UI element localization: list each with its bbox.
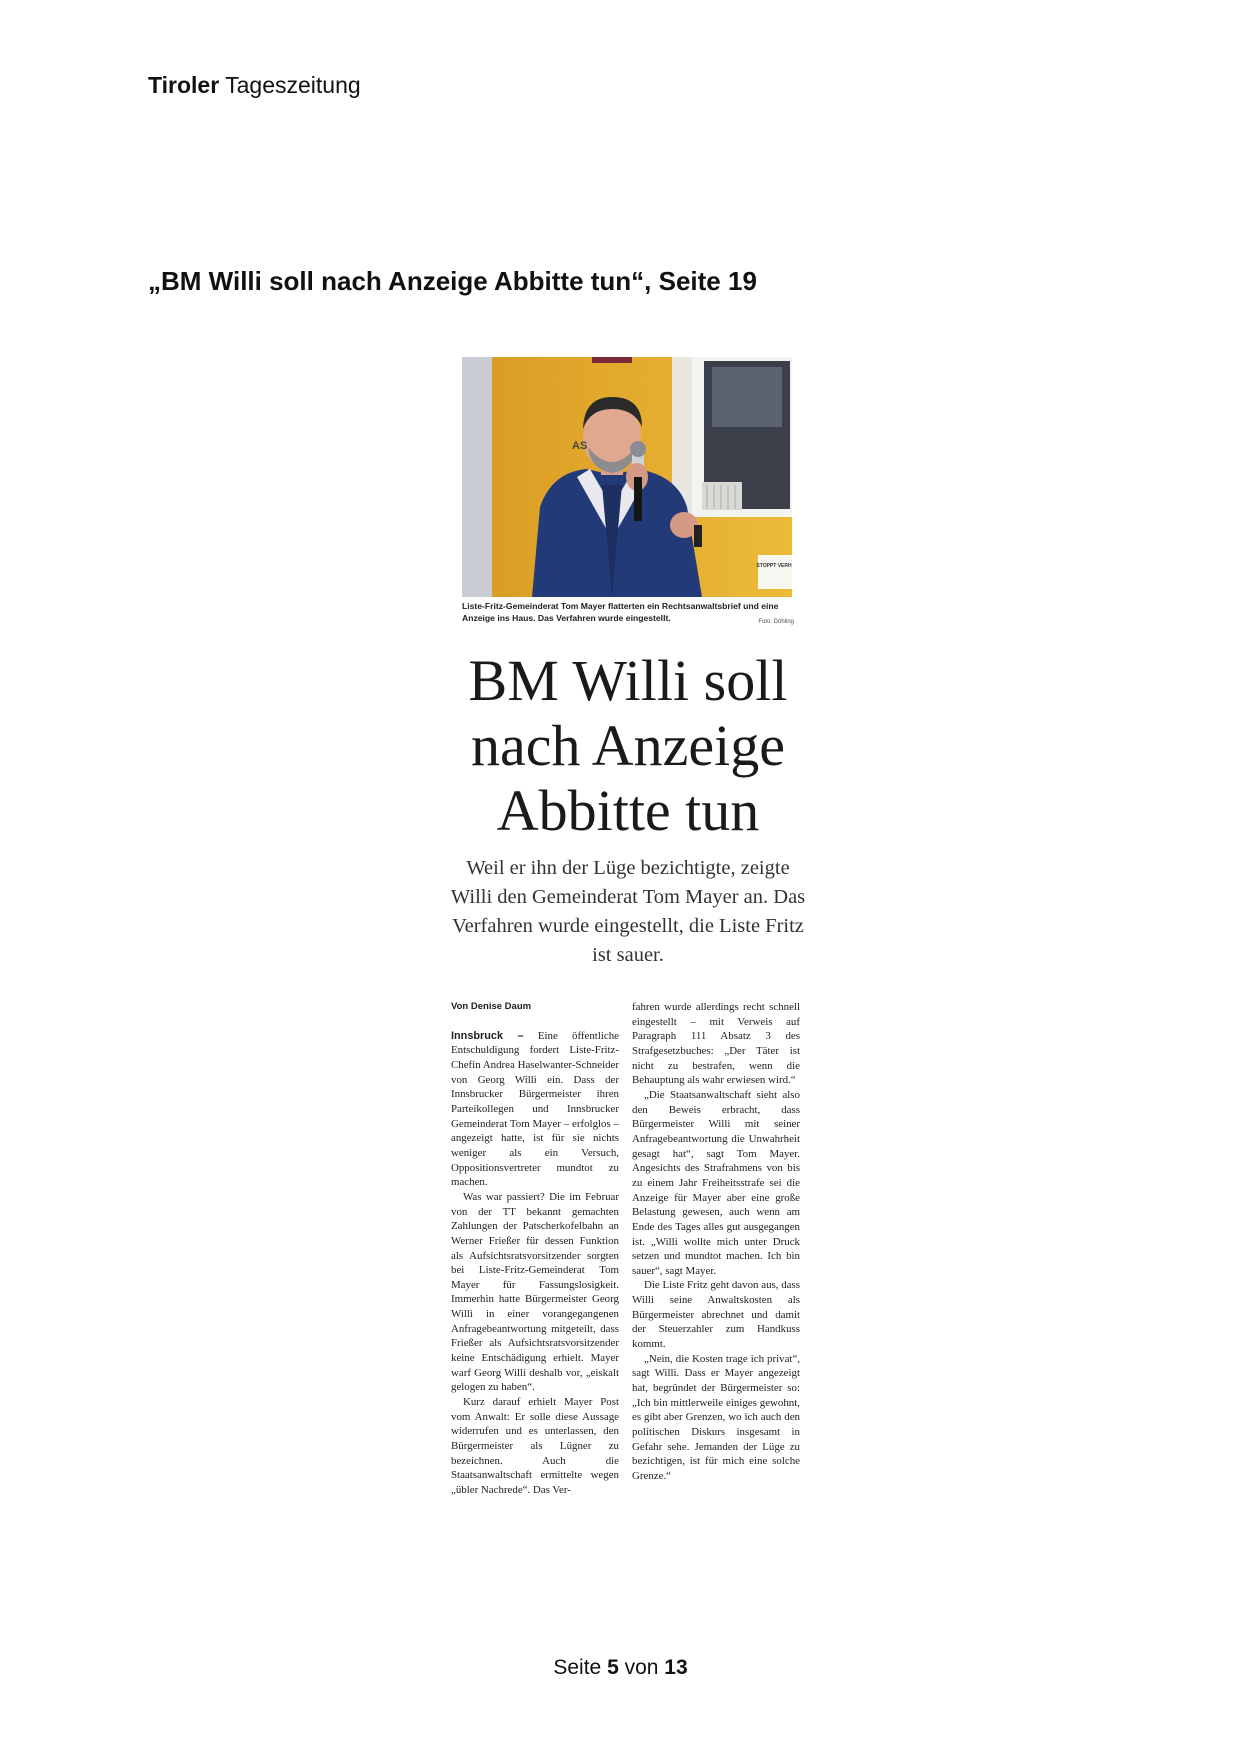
total-pages: 13 [664,1656,688,1679]
current-page: 5 [607,1656,619,1679]
article-paragraph: „Die Staatsanwaltschaft sieht also den Beweis erbracht, dass Bürgermeister Willi mit seiner Anfragebeantwortung die Unwahrheit gesagt hat“, sagt Tom Mayer. Angesichts des Strafrahmens von bis zu einem Jahr Freiheitsstrafe sei die Anzeige für Mayer aber eine große Belastung gewesen, auch wenn am Ende des Tages alles gut ausgegangen ist. „Willi wollte mich unter Druck setzen und mundtot machen. Ich bin sauer“, sagt Mayer. [632,1088,800,1277]
article-lead: Weil er ihn der Lüge bezichtigte, zeigte Willi den Gemeinderat Tom Mayer an. Das Verfahren wurde eingestellt, die Liste Fritz ist sauer. [450,857,806,966]
article-paragraph: fahren wurde allerdings recht schnell eingestellt – mit Verweis auf Paragraph 111 Absatz 3 des Strafgesetzbuches: „Der Täter ist nicht zu bestrafen, wenn die Behauptung als wahr erwiesen wird.“ [632,1001,800,1087]
sticker-text: STOPPT VERH [756,563,792,569]
article-title-line: nach Anzeige [470,713,785,778]
article-paragraph: Kurz darauf erhielt Mayer Post vom Anwalt: Er solle diese Aussage widerrufen und es unterlassen, den Bürgermeister als Lügner zu bezeichnen. Auch die Staatsanwaltschaft ermittelte wegen „übler Nachrede“. Das Ver- [451,1396,619,1496]
page-number [0,1656,1241,1680]
article-paragraph: Die Liste Fritz geht davon aus, dass Willi seine Anwaltskosten als Bürgermeister abrechnet und damit der Steuerzahler zum Handkuss kommt. [632,1279,800,1351]
dateline-location: Innsbruck – [451,1029,524,1042]
photo-credit: Foto: Döhling [758,619,794,625]
article-photo [462,357,792,597]
photo-caption [462,600,794,628]
photo-illustration [462,357,792,597]
article-paragraph: Was war passiert? Die im Februar von der TT bekannt gemachten Zahlungen der Patscherkofelbahn an Werner Frießer für dessen Funktion als Aufsichtsratsvorsitzender sorgten bei Liste-Fritz-Gemeinderat Tom Mayer für Fassungslosigkeit. Immerhin hatte Bürgermeister Georg Willi in einer vorangegangenen Anfragebeantwortung mitgeteilt, dass Frießer als Aufsichtsratsvorsitzender keine Entschädigung erhielt. Mayer warf Georg Willi deshalb vor, „eiskalt gelogen zu haben“. [451,1190,619,1394]
article-title-line: BM Willi soll [468,648,788,713]
page-number-middle: von [618,1656,665,1679]
article-paragraph: „Nein, die Kosten trage ich privat“, sagt Willi. Dass er Mayer angezeigt hat, begründet der Bürgermeister so: „Ich bin mittlerweile einiges gewohnt, es gibt aber Grenzen, wo ich auch den politischen Diskurs insgesamt in Gefahr sehe. Jemanden der Lüge zu bezichtigen, ist für mich eine solche Grenze.“ [632,1352,800,1482]
byline: Von Denise Daum [451,1001,532,1012]
publication-name [148,72,361,99]
article-column-2 [632,1000,800,1484]
wall-sign-text: AS [572,440,588,452]
article-column-1 [451,1000,619,1498]
page-number-prefix: Seite [553,1656,608,1679]
photo-caption-text: Liste-Fritz-Gemeinderat Tom Mayer flatterten ein Rechtsanwaltsbrief und eine Anzeige ins Haus. Das Verfahren wurde eingestellt. [462,601,779,623]
article-paragraph [451,1029,619,1190]
article-title [448,648,808,843]
article-reference: „BM Willi soll nach Anzeige Abbitte tun“, Seite 19 [148,266,757,296]
article-title-line: Abbitte tun [496,778,760,843]
publication-name-rest: Tageszeitung [219,72,361,98]
paragraph-text: Eine öffentliche Entschuldigung fordert Liste-Fritz-Chefin Andrea Haselwanter-Schneider von Georg Willi ein. Dass der Innsbrucker Bürgermeister ihren Parteikollegen und Innsbrucker Gemeinderat Tom Mayer – erfolglos – angezeigt hatte, ist für sie nichts weniger als ein Versuch, Oppositionsvertreter mundtot zu machen. [451,1029,619,1189]
publication-name-bold: Tiroler [148,72,220,98]
